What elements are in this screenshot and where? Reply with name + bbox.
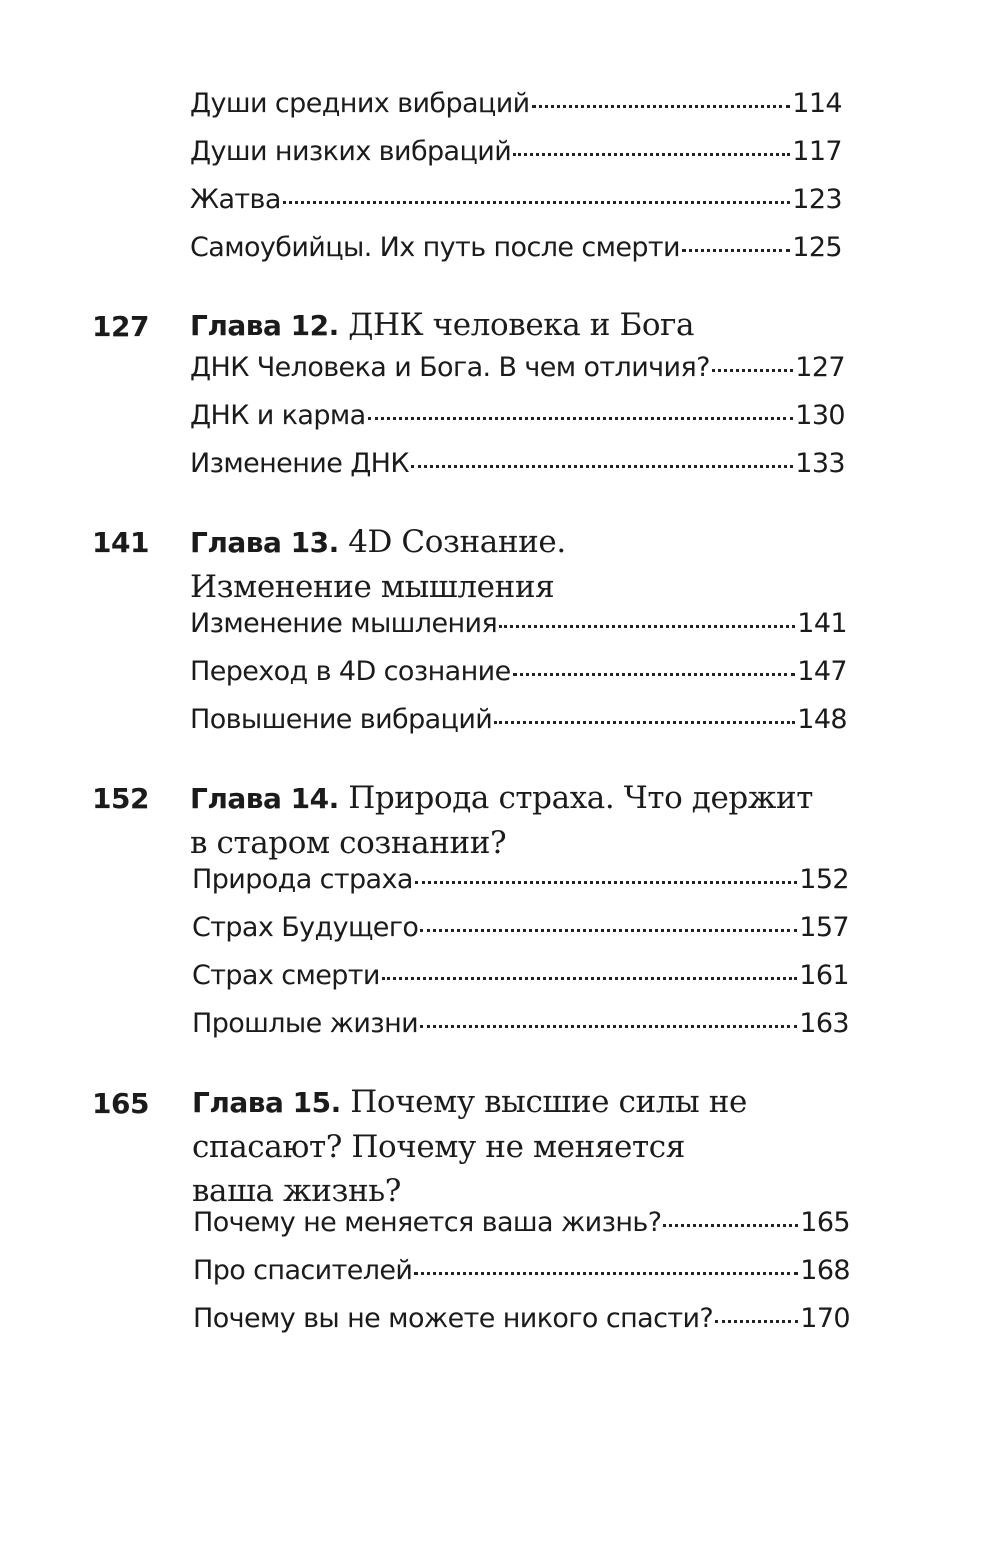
dot-leader — [499, 625, 795, 628]
dot-leader — [415, 881, 797, 884]
dot-leader — [420, 1025, 797, 1028]
toc-entry-title: Повышение вибраций — [190, 704, 493, 735]
toc-entry-page: 125 — [792, 232, 842, 263]
dot-leader — [663, 1224, 798, 1227]
toc-entry-title: Страх смерти — [192, 960, 380, 991]
chapter-title: Почему высшие силы не спасают? Почему не меняется ваша жизнь? — [192, 1084, 747, 1209]
toc-entry — [193, 1207, 850, 1247]
chapter-page-number: 127 — [92, 310, 149, 343]
toc-entry-page: 163 — [799, 1008, 849, 1039]
toc-entry — [190, 704, 847, 744]
dot-leader — [283, 201, 790, 204]
toc-entry — [190, 88, 842, 128]
chapter-title: 4D Сознание. Изменение мышления — [190, 524, 566, 605]
toc-entry-title: Природа страха — [192, 864, 413, 895]
dot-leader — [682, 249, 790, 252]
toc-entry — [193, 1303, 850, 1343]
toc-entry-title: Самоубийцы. Их путь после смерти — [190, 232, 680, 263]
dot-leader — [513, 153, 790, 156]
chapter-label: Глава 14. — [190, 782, 339, 815]
toc-entry-page: 157 — [799, 912, 849, 943]
toc-entry-page: 127 — [795, 352, 845, 383]
toc-entry-title: Жатва — [190, 184, 281, 215]
dot-leader — [715, 1320, 798, 1323]
toc-entry-title: Души низких вибраций — [190, 136, 512, 167]
toc-entry-page: 117 — [792, 136, 842, 167]
toc-entry — [192, 960, 849, 1000]
toc-entry-page: 114 — [792, 88, 842, 119]
toc-entry — [192, 912, 849, 952]
dot-leader — [411, 465, 793, 468]
toc-entry-title: Изменение ДНК — [190, 448, 409, 479]
toc-entry — [190, 608, 847, 648]
toc-entry — [192, 1008, 849, 1048]
toc-entry-page: 165 — [800, 1207, 850, 1238]
chapter-title: Природа страха. Что держит в старом сознании? — [190, 780, 814, 861]
dot-leader — [712, 369, 793, 372]
chapter-page-number: 165 — [92, 1087, 149, 1120]
toc-entry-title: Про спасителей — [193, 1255, 413, 1286]
toc-entry-title: Души средних вибраций — [190, 88, 530, 119]
dot-leader — [532, 105, 791, 108]
chapter-heading — [190, 303, 870, 348]
toc-entry-page: 133 — [795, 448, 845, 479]
dot-leader — [414, 1272, 798, 1275]
toc-entry-page: 161 — [799, 960, 849, 991]
toc-entry-title: Изменение мышления — [190, 608, 498, 639]
toc-entry-page: 123 — [792, 184, 842, 215]
toc-entry — [190, 448, 845, 488]
chapter-label: Глава 15. — [192, 1086, 341, 1119]
toc-entry — [190, 232, 842, 272]
toc-entry-page: 152 — [799, 864, 849, 895]
toc-entry-title: Переход в 4D сознание — [190, 656, 511, 687]
chapter-page-number: 152 — [92, 782, 149, 815]
toc-entry-title: Почему вы не можете никого спасти? — [193, 1303, 714, 1334]
dot-leader — [368, 417, 794, 420]
toc-entry — [190, 352, 845, 392]
toc-entry-title: ДНК и карма — [190, 400, 366, 431]
toc-entry-page: 141 — [797, 608, 847, 639]
toc-entry-title: Страх Будущего — [192, 912, 419, 943]
toc-entry-title: Прошлые жизни — [192, 1008, 419, 1039]
chapter-label: Глава 12. — [190, 309, 339, 342]
toc-entry-title: ДНК Человека и Бога. В чем отличия? — [190, 352, 710, 383]
toc-entry-title: Почему не меняется ваша жизнь? — [193, 1207, 662, 1238]
toc-entry — [190, 136, 842, 176]
toc-entry — [190, 400, 845, 440]
toc-entry-page: 147 — [797, 656, 847, 687]
toc-entry — [190, 656, 847, 696]
dot-leader — [494, 721, 795, 724]
dot-leader — [513, 673, 796, 676]
toc-entry-page: 148 — [797, 704, 847, 735]
chapter-heading — [192, 1080, 752, 1213]
chapter-title: ДНК человека и Бога — [348, 307, 695, 343]
toc-entry-page: 130 — [795, 400, 845, 431]
chapter-label: Глава 13. — [190, 526, 339, 559]
chapter-heading — [190, 520, 610, 609]
toc-entry — [190, 184, 842, 224]
toc-entry-page: 170 — [800, 1303, 850, 1334]
toc-entry — [192, 864, 849, 904]
dot-leader — [420, 929, 797, 932]
chapter-heading — [190, 776, 830, 865]
toc-entry-page: 168 — [800, 1255, 850, 1286]
toc-entry — [193, 1255, 850, 1295]
dot-leader — [382, 977, 797, 980]
chapter-page-number: 141 — [92, 526, 149, 559]
